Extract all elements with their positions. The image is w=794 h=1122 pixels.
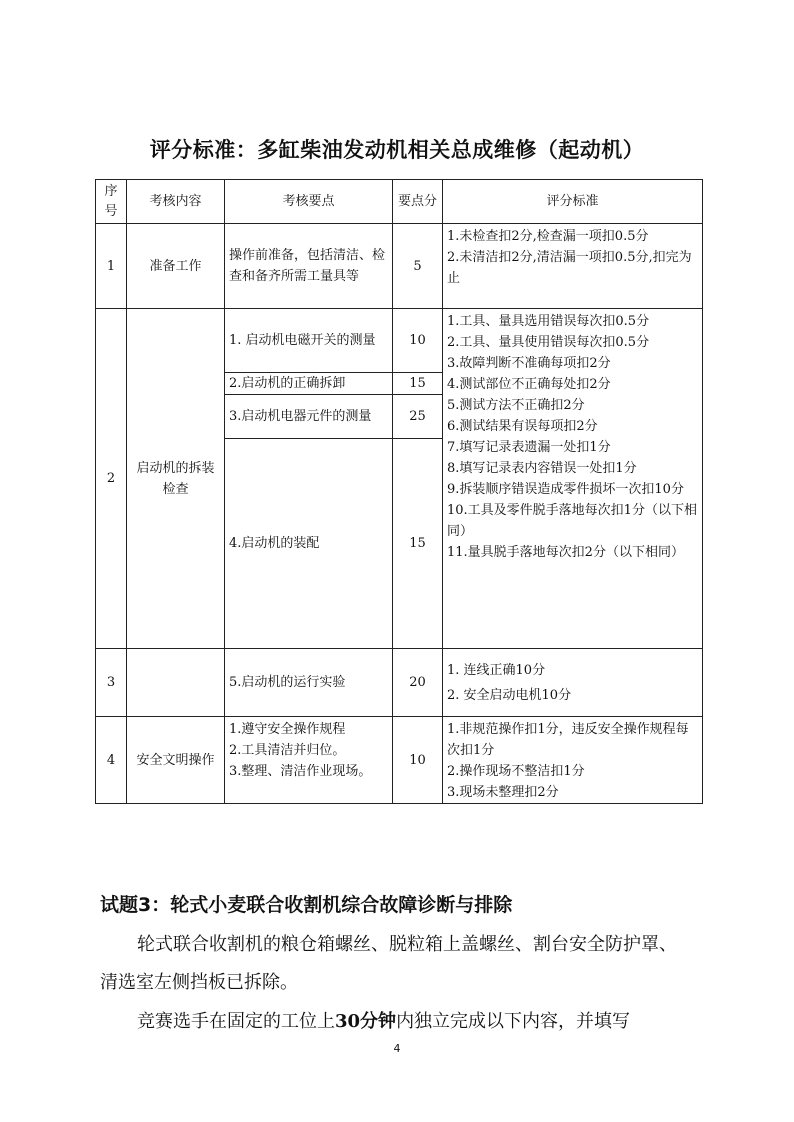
table-row bbox=[96, 309, 703, 373]
row-point: 4.启动机的装配 bbox=[225, 439, 393, 649]
row-seq: 3 bbox=[96, 649, 127, 717]
row-point: 操作前准备，包括清洁、检查和备齐所需工量具等 bbox=[225, 224, 393, 309]
row-score: 15 bbox=[393, 373, 443, 395]
row-content: 启动机的拆装检查 bbox=[127, 309, 225, 649]
table-row bbox=[96, 649, 703, 717]
standard-item: 1. 连线正确10分 bbox=[447, 662, 546, 678]
paragraph-text: 竞赛选手在固定的工位上 bbox=[137, 1011, 335, 1032]
point-item: 1.遵守安全操作规程 bbox=[229, 722, 346, 737]
row-seq: 4 bbox=[96, 717, 127, 804]
row-point: 3.启动机电器元件的测量 bbox=[225, 395, 393, 439]
standard-item: 3.故障判断不准确每项扣2分 bbox=[447, 356, 611, 371]
row-point: 1. 启动机电磁开关的测量 bbox=[225, 309, 393, 373]
row-point: 2.启动机的正确拆卸 bbox=[225, 373, 393, 395]
row-point bbox=[225, 717, 393, 804]
row-score: 20 bbox=[393, 649, 443, 717]
row-content: 准备工作 bbox=[127, 224, 225, 309]
section-heading: 试题3：轮式小麦联合收割机综合故障诊断与排除 bbox=[100, 894, 513, 916]
standard-item: 2. 安全启动电机10分 bbox=[447, 687, 572, 703]
standard-item: 2.操作现场不整洁扣1分 bbox=[447, 764, 585, 779]
page-number: 4 bbox=[393, 1042, 401, 1055]
header-score: 要点分 bbox=[393, 180, 443, 224]
standard-item: 2.未清洁扣2分,清洁漏一项扣0.5分,扣完为止 bbox=[447, 250, 692, 286]
table-row bbox=[96, 224, 703, 309]
standard-item: 10.工具及零件脱手落地每次扣1分（以下相同） bbox=[447, 503, 697, 539]
time-limit: 30分钟 bbox=[335, 1011, 397, 1032]
table-row bbox=[96, 717, 703, 804]
standard-item: 5.测试方法不正确扣2分 bbox=[447, 398, 585, 413]
row-seq: 2 bbox=[96, 309, 127, 649]
point-item: 3.整理、清洁作业现场。 bbox=[229, 764, 372, 779]
row-score: 5 bbox=[393, 224, 443, 309]
row-standards bbox=[443, 309, 703, 649]
row-score: 10 bbox=[393, 717, 443, 804]
scoring-table bbox=[95, 179, 703, 804]
row-content bbox=[127, 649, 225, 717]
standard-item: 1.未检查扣2分,检查漏一项扣0.5分 bbox=[447, 229, 649, 244]
header-content: 考核内容 bbox=[127, 180, 225, 224]
standard-item: 6.测试结果有误每项扣2分 bbox=[447, 419, 598, 434]
row-standards bbox=[443, 717, 703, 804]
paragraph-text: 内独立完成以下内容，并填写 bbox=[396, 1011, 631, 1032]
row-score: 15 bbox=[393, 439, 443, 649]
standard-item: 1.非规范操作扣1分，违反安全操作规程每次扣1分 bbox=[447, 722, 689, 758]
standard-item: 4.测试部位不正确每处扣2分 bbox=[447, 377, 611, 392]
row-score: 10 bbox=[393, 309, 443, 373]
row-standards bbox=[443, 649, 703, 717]
standard-item: 9.拆装顺序错误造成零件损坏一次扣10分 bbox=[447, 482, 684, 497]
header-seq: 序号 bbox=[96, 180, 127, 224]
standard-item: 11.量具脱手落地每次扣2分（以下相同） bbox=[447, 545, 684, 560]
table-header-row bbox=[96, 180, 703, 224]
standard-item: 2.工具、量具使用错误每次扣0.5分 bbox=[447, 335, 650, 350]
header-standard: 评分标准 bbox=[443, 180, 703, 224]
row-seq: 1 bbox=[96, 224, 127, 309]
header-points: 考核要点 bbox=[225, 180, 393, 224]
row-point: 5.启动机的运行实验 bbox=[225, 649, 393, 717]
standard-item: 8.填写记录表内容错误一处扣1分 bbox=[447, 461, 637, 476]
point-item: 2.工具清洁并归位。 bbox=[229, 743, 346, 758]
row-score: 25 bbox=[393, 395, 443, 439]
paragraph bbox=[100, 1003, 680, 1041]
standard-item: 3.现场未整理扣2分 bbox=[447, 785, 559, 800]
row-content: 安全文明操作 bbox=[127, 717, 225, 804]
standard-item: 7.填写记录表遗漏一处扣1分 bbox=[447, 440, 611, 455]
standard-item: 1.工具、量具选用错误每次扣0.5分 bbox=[447, 314, 650, 329]
page-title: 评分标准：多缸柴油发动机相关总成维修（起动机） bbox=[149, 138, 645, 162]
row-standards bbox=[443, 224, 703, 309]
paragraph: 轮式联合收割机的粮仓箱螺丝、脱粒箱上盖螺丝、割台安全防护罩、清选室左侧挡板已拆除。 bbox=[100, 934, 677, 993]
